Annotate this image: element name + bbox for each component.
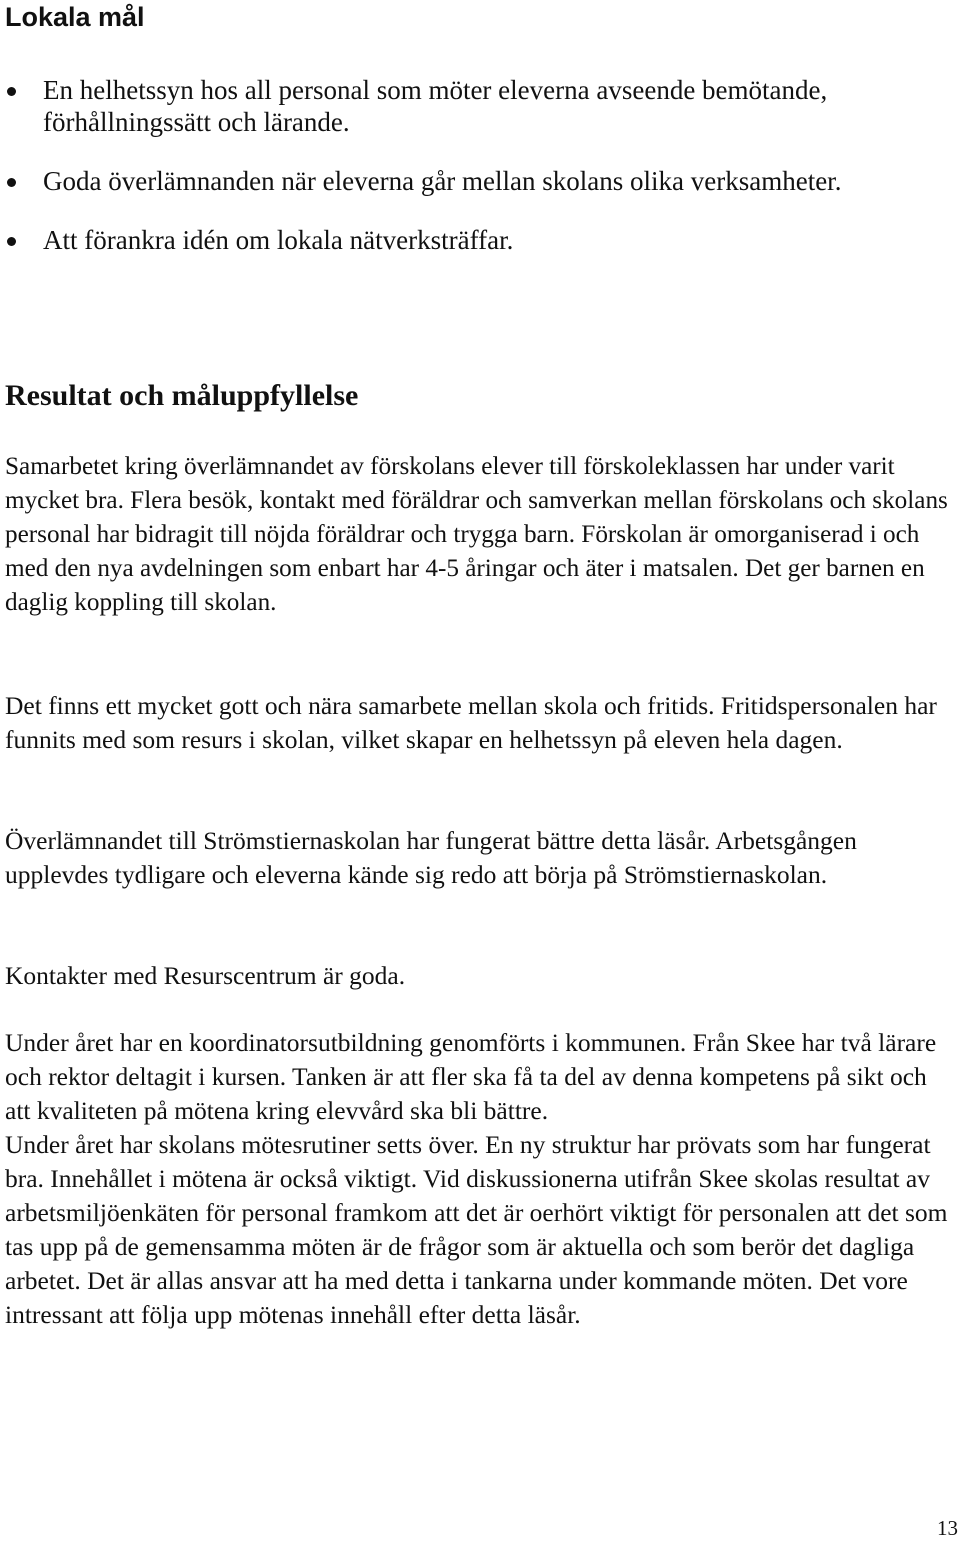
- goal-item: [0, 224, 923, 256]
- results-paragraph: Under året har en koordinatorsutbildning genomförts i kommunen. Från Skee har två lärare och rektor deltagit i kursen. Tanken är att fler ska få ta del av denna kompetens på sikt och att kvaliteten på mötena kring elevvård ska bli bättre.: [5, 1028, 937, 1125]
- results-paragraph: Det finns ett mycket gott och nära samarbete mellan skola och fritids. Fritidspersonalen har funnits med som resurs i skolan, vilket skapar en helhetssyn på eleven hela dagen.: [5, 691, 937, 754]
- bullet-icon: [7, 87, 16, 96]
- bullet-icon: [7, 237, 16, 246]
- results-heading: Resultat och måluppfyllelse: [5, 379, 359, 412]
- results-paragraph: Överlämnandet till Strömstiernaskolan har fungerat bättre detta läsår. Arbetsgången upplevdes tydligare och eleverna kände sig redo att börja på Strömstiernaskolan.: [5, 826, 857, 889]
- results-paragraph: Kontakter med Resurscentrum är goda.: [5, 961, 406, 990]
- page-heading: Lokala mål: [5, 2, 145, 32]
- goal-text: En helhetssyn hos all personal som möter eleverna avseende bemötande, förhållningssätt och lärande.: [43, 75, 828, 137]
- goals-list: [0, 74, 960, 283]
- results-paragraph-group: [5, 1026, 953, 1332]
- bullet-icon: [7, 178, 16, 187]
- goal-item: [0, 74, 923, 138]
- results-paragraph: Under året har skolans mötesrutiner setts över. En ny struktur har prövats som har fungerat bra. Innehållet i mötena är också viktigt. Vid diskussionerna utifrån Skee skolas resultat av arbetsmiljöenkäten för personal framkom att det är oerhört viktigt för personalen att det som tas upp på de gemensamma möten är de frågor som är aktuella och som berör det dagliga arbetet. Det är allas ansvar att ha med detta i tankarna under kommande möten. Det vore intressant att följa upp mötenas innehåll efter detta läsår.: [5, 1130, 948, 1329]
- goal-text: Att förankra idén om lokala nätverksträffar.: [43, 225, 514, 255]
- page-number: 13: [937, 1516, 958, 1540]
- goal-text: Goda överlämnanden när eleverna går mellan skolans olika verksamheter.: [43, 166, 842, 196]
- results-paragraph: Samarbetet kring överlämnandet av förskolans elever till förskoleklassen har under varit mycket bra. Flera besök, kontakt med föräldrar och samverkan mellan förskolans och skolans personal har bidragit till nöjda föräldrar och trygga barn. Förskolan är omorganiserad i och med den nya avdelningen som enbart har 4-5 åringar och äter i matsalen. Det ger barnen en daglig koppling till skolan.: [5, 453, 948, 616]
- goal-item: [0, 165, 923, 197]
